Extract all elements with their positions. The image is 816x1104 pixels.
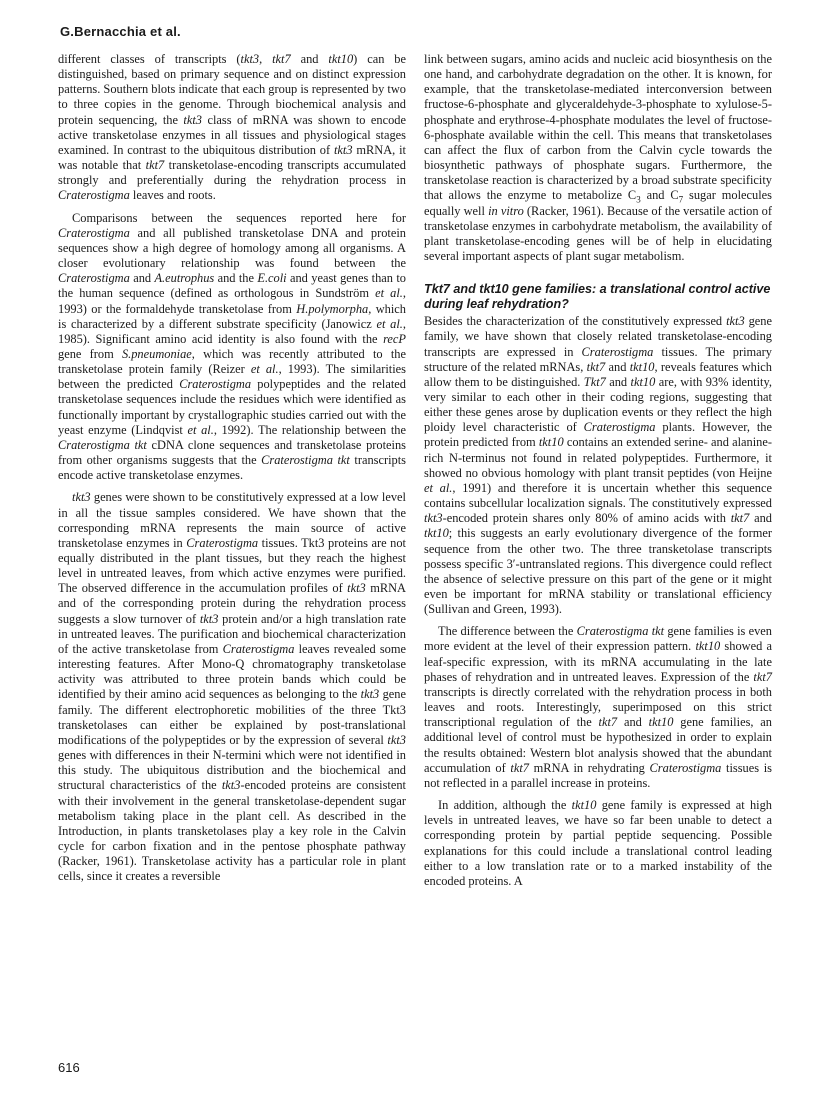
- paragraph: tkt3 genes were shown to be constitutively expressed at a low level in all the tissue samples considered. We have shown that the corresponding mRNA represents the main source of active transketolase enzymes in Craterostigma tissues. Tkt3 proteins are not equally distributed in the plant tissues, but they reach the highest level in untreated leaves, from which active enzymes were purified. The observed difference in the accumulation profiles of tkt3 mRNA and of the corresponding protein during the rehydration process suggests a slow turnover of tkt3 protein and/or a high translation rate in untreated leaves. The purification and biochemical characterization of the active transketolase from Craterostigma leaves revealed some interesting features. After Mono-Q chromatography transketolase activity was attributed to three protein bands which could be identified by their amino acid sequences as belonging to the tkt3 gene family. The different electrophoretic mobilities of the three Tkt3 transketolases can either be explained by post-translational modifications of the polypeptides or by the expression of several tkt3 genes with differences in their N-termini which were not identified in this study. The ubiquitous distribution and the biochemical and structural characteristics of the tkt3-encoded proteins are consistent with their involvement in the general transketolase-dependent sugar metabolism taking place in the plant cell. As described in the Introduction, in plants transketolases play a key role in the Calvin cycle for carbon fixation and in the pentose phosphate pathway (Racker, 1961). Transketolase activity has a particular role in plant cells, since it creates a reversible: [58, 490, 407, 884]
- section-heading: Tkt7 and tkt10 gene families: a translational control active during leaf rehydration?: [424, 282, 771, 312]
- left-column: [58, 52, 406, 891]
- running-header: G.Bernacchia et al.: [60, 24, 181, 39]
- paragraph: In addition, although the tkt10 gene family is expressed at high levels in untreated leaves, we have so far been unable to detect a corresponding protein by partial peptide sequencing. Possible explanations for this could include a translational control leading either to a low translation rate or to a marked instability of the encoded proteins. A: [424, 798, 772, 888]
- page-number: 616: [58, 1060, 80, 1075]
- paragraph: The difference between the Craterostigma tkt gene families is even more evident at the level of their expression pattern. tkt10 showed a leaf-specific expression, with its mRNA accumulating in the late phases of rehydration and in untreated leaves. Expression of the tkt7 transcripts is directly correlated with the rehydration process in both leaves and roots. Interestingly, superimposed on this strict transcriptional regulation of the tkt7 and tkt10 gene families, an additional level of control must be hypothesized in order to explain the results obtained: Western blot analysis showed that the abundant accumulation of tkt7 mRNA in rehydrating Craterostigma tissues is not reflected in a parallel increase in proteins.: [424, 624, 773, 790]
- paragraph: different classes of transcripts (tkt3, tkt7 and tkt10) can be distinguished, based on primary sequence and on distinct expression patterns. Southern blots indicate that each group is represented by two to three copies in the genome. Through biochemical analysis and protein sequencing, the tkt3 class of mRNA was shown to encode active transketolase enzymes in all tissues and physiological stages examined. In contrast to the ubiquitous distribution of tkt3 mRNA, it was notable that tkt7 transketolase-encoding transcripts accumulated strongly and preferentially during the rehydration process in Craterostigma leaves and roots.: [58, 52, 406, 203]
- paragraph: Besides the characterization of the constitutively expressed tkt3 gene family, we have shown that closely related transketolase-encoding transcripts are expressed in Craterostigma tissues. The primary structure of the related mRNAs, tkt7 and tkt10, reveals features which allow them to be distinguished. Tkt7 and tkt10 are, with 93% identity, very similar to each other in their coding regions, suggesting that either these genes arose by duplication events or they reflect the high ploidy level characteristic of Craterostigma plants. However, the protein predicted from tkt10 contains an extended serine- and alanine-rich N-terminus not found in related polypeptides. Furthermore, it showed no obvious homology with plant transit peptides (von Heijne et al., 1991) and therefore it is uncertain whether this sequence contains subcellular localization signals. The constitutively expressed tkt3-encoded protein shares only 80% of amino acids with tkt7 and tkt10; this suggests an early evolutionary divergence of the former sequence from the other two. The three transketolase transcripts possess specific 3′-untranslated regions. This divergence could reflect the absence of selective pressure on this part of the gene or it might even be important for mRNA stability or translational efficiency (Sullivan and Green, 1993).: [424, 314, 773, 617]
- paragraph: Comparisons between the sequences reported here for Craterostigma and all published transketolase DNA and protein sequences show a high degree of homology among all organisms. A closer evolutionary relationship was found between the Craterostigma and A.eutrophus and the E.coli and yeast genes than to the human sequence (defined as orthologous in Sundström et al., 1993) or the formaldehyde transketolase from H.polymorpha, which is characterized by a different substrate specificity (Janowicz et al., 1985). Significant amino acid identity is also found with the recP gene from S.pneumoniae, which was recently attributed to the transketolase protein family (Reizer et al., 1993). The similarities between the predicted Craterostigma polypeptides and the related transketolase sequences include the residues which were identified as functionally important by crystallographic studies carried out with the yeast enzyme (Lindqvist et al., 1992). The relationship between the Craterostigma tkt cDNA clone sequences and transketolase proteins from other organisms suggests that the Craterostigma tkt transcripts encode active transketolase enzymes.: [58, 210, 407, 483]
- right-column: [424, 52, 772, 896]
- paragraph: link between sugars, amino acids and nucleic acid biosynthesis on the one hand, and carbohydrate degradation on the other. It is known, for example, that the transketolase-mediated interconversion between fructose-6-phosphate and glyceraldehyde-3-phosphate to xylulose-5-phosphate and erythrose-4-phosphate modulates the level of fructose-6-phosphate available within the cell. This means that transketolases can affect the flux of carbon from the Calvin cycle towards the biosynthetic pathways of phosphate sugars. Furthermore, the transketolase reaction is characterized by a broad substrate specificity that allows the enzyme to metabolize $C_3$ and $C_7$ sugar molecules equally well in vitro (Racker, 1961). Because of the versatile action of transketolase enzymes in carbohydrate metabolism, the availability of plant transketolase-encoding genes will be of help in elucidating several important aspects of plant sugar metabolism.: [424, 52, 772, 264]
